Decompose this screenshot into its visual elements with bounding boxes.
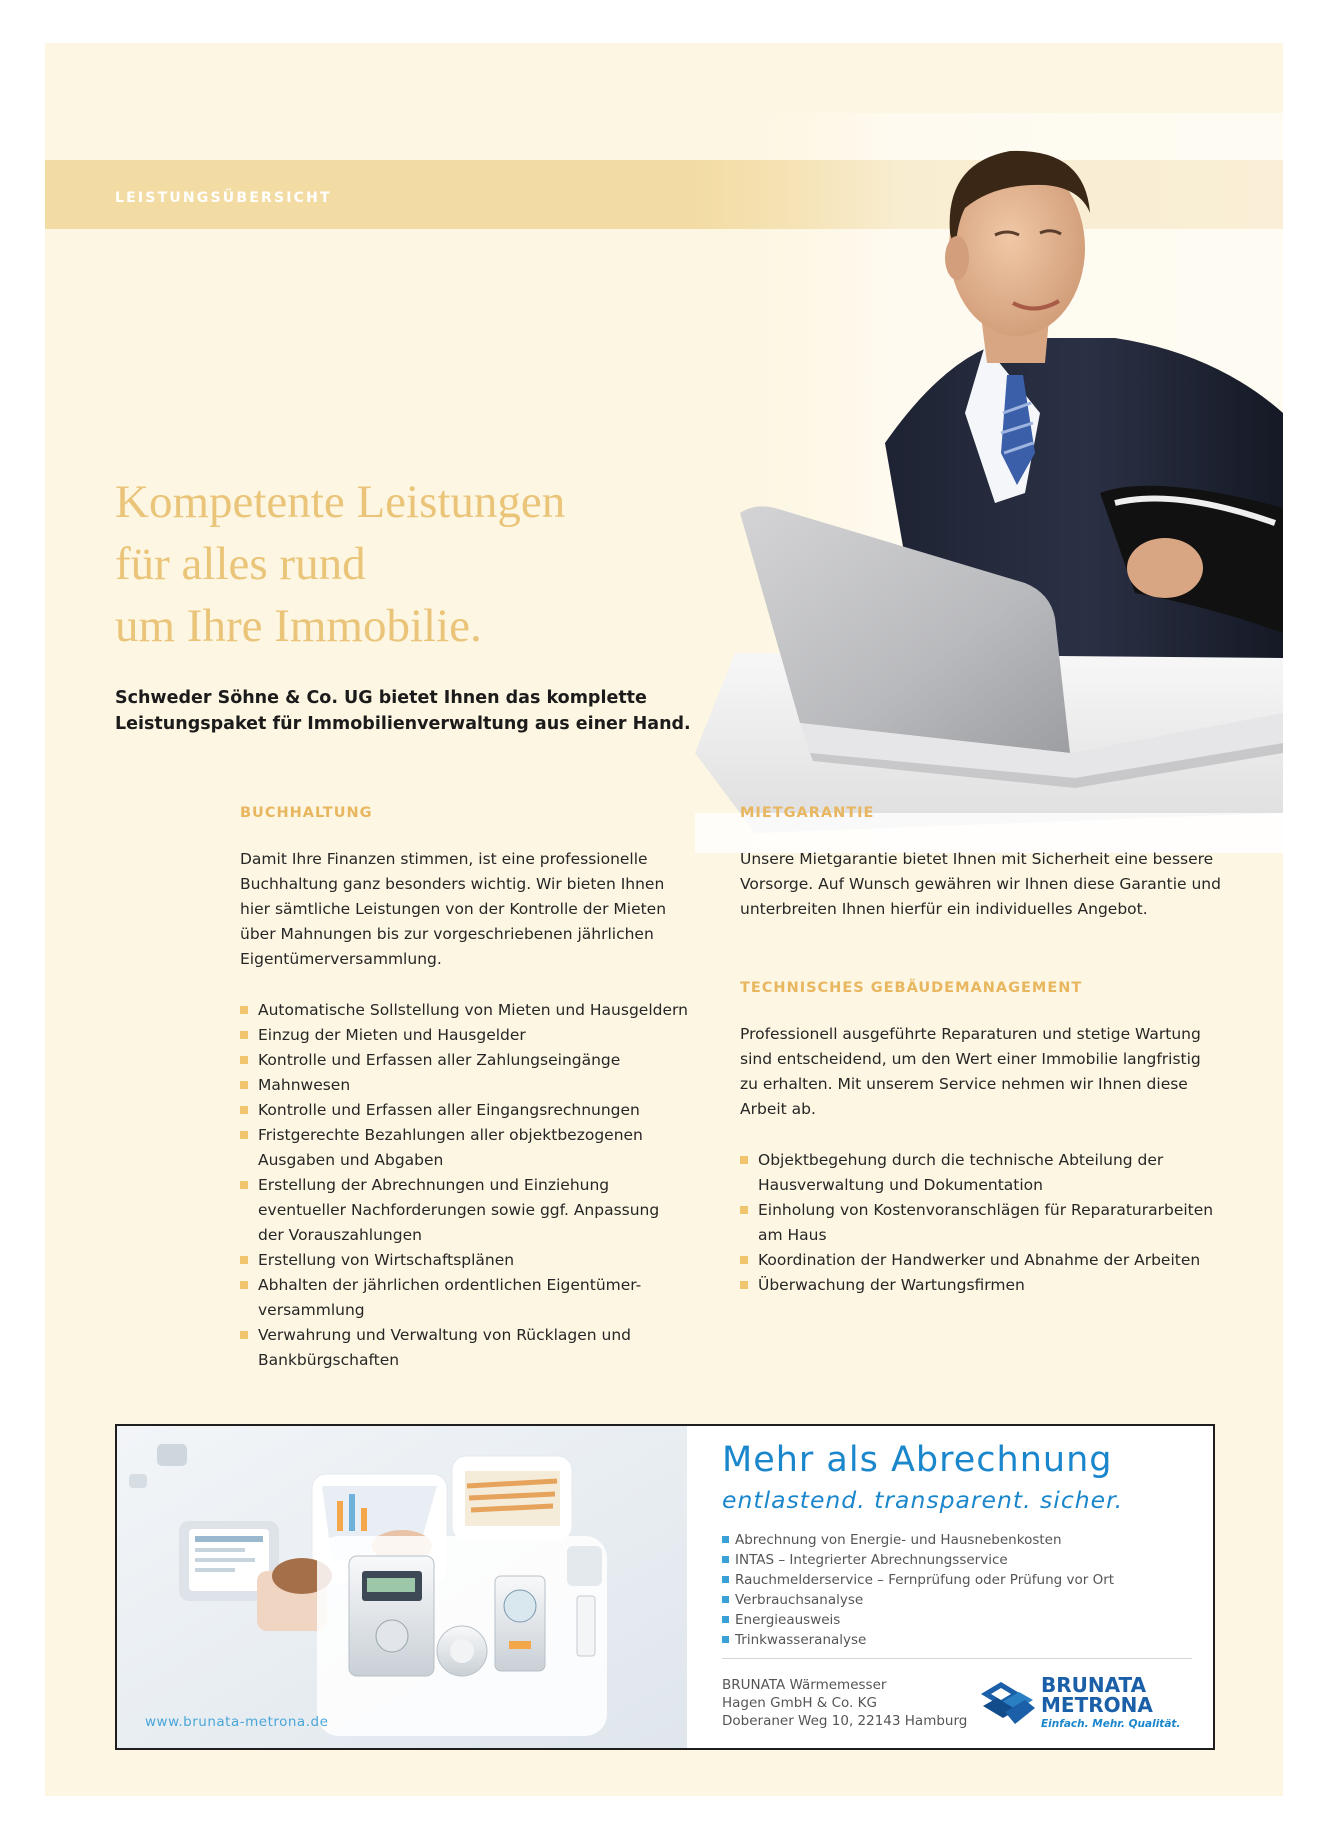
header-label: LEISTUNGSÜBERSICHT	[115, 190, 332, 206]
list-item	[240, 1073, 688, 1098]
ad-title: Mehr als Abrechnung	[722, 1440, 1113, 1480]
list-item-text: Koordination der Handwerker und Abnahme der Arbeiten	[758, 1251, 1201, 1269]
list-item-text: Mahnwesen	[258, 1076, 351, 1094]
ad-divider	[722, 1658, 1192, 1659]
technik-title: TECHNISCHES GEBÄUDEMANAGEMENT	[740, 980, 1083, 996]
intro-text	[115, 685, 691, 737]
list-item	[240, 1048, 688, 1073]
list-item: Abrechnung von Energie- und Hausnebenkosten	[722, 1530, 1114, 1550]
list-item-text: versammlung	[258, 1301, 365, 1319]
technik-text	[740, 1022, 1201, 1122]
technik-text-line: Arbeit ab.	[740, 1100, 816, 1118]
list-item-text: Kontrolle und Erfassen aller Zahlungseingänge	[258, 1051, 621, 1069]
list-item	[740, 1148, 1213, 1198]
list-item-text: Einzug der Mieten und Hausgelder	[258, 1026, 526, 1044]
list-item-text: am Haus	[758, 1226, 827, 1244]
ad-service-list	[722, 1530, 1114, 1650]
technik-list	[740, 1148, 1213, 1298]
list-item-text: Erstellung von Wirtschaftsplänen	[258, 1251, 515, 1269]
buchhaltung-text-line: hier sämtliche Leistungen von der Kontrolle der Mieten	[240, 900, 667, 918]
technik-text-line: sind entscheidend, um den Wert einer Immobilie langfristig	[740, 1050, 1201, 1068]
mietgarantie-text-line: Unsere Mietgarantie bietet Ihnen mit Sicherheit eine bessere	[740, 850, 1214, 868]
list-item: Rauchmelderservice – Fernprüfung oder Prüfung vor Ort	[722, 1570, 1114, 1590]
technik-text-line: Professionell ausgeführte Reparaturen und stetige Wartung	[740, 1025, 1201, 1043]
meter-devices-illustration	[117, 1426, 687, 1748]
intro-line-2: Leistungspaket für Immobilienverwaltung aus einer Hand.	[115, 714, 691, 734]
logo-mark-icon	[981, 1682, 1035, 1724]
headline-line-3: um Ihre Immobilie.	[115, 600, 482, 652]
logo-tagline: Einfach. Mehr. Qualität.	[1041, 1718, 1181, 1730]
brunata-advertisement	[115, 1424, 1215, 1750]
list-item	[240, 1323, 688, 1373]
list-item-text: eventueller Nachforderungen sowie ggf. Anpassung	[258, 1201, 660, 1219]
list-item	[240, 1123, 688, 1173]
address-line: Hagen GmbH & Co. KG	[722, 1695, 877, 1711]
list-item-text: Überwachung der Wartungsfirmen	[758, 1276, 1025, 1294]
list-item	[740, 1273, 1213, 1298]
list-item	[240, 1273, 688, 1323]
list-item-text: Verwahrung und Verwaltung von Rücklagen und	[258, 1326, 632, 1344]
list-item	[240, 998, 688, 1023]
list-item-text: Erstellung der Abrechnungen und Einziehung	[258, 1176, 610, 1194]
list-item-text: Hausverwaltung und Dokumentation	[758, 1176, 1043, 1194]
businessman-photo	[695, 113, 1283, 853]
list-item: Energieausweis	[722, 1610, 1114, 1630]
address-line: BRUNATA Wärmemesser	[722, 1677, 887, 1693]
list-item	[740, 1248, 1213, 1273]
list-item: Verbrauchsanalyse	[722, 1590, 1114, 1610]
list-item-text: Abhalten der jährlichen ordentlichen Eigentümer-	[258, 1276, 642, 1294]
buchhaltung-title: BUCHHALTUNG	[240, 805, 373, 821]
list-item	[240, 1023, 688, 1048]
headline	[115, 471, 565, 657]
buchhaltung-text-line: über Mahnungen bis zur vorgeschriebenen jährlichen	[240, 925, 654, 943]
list-item-text: Einholung von Kostenvoranschlägen für Reparaturarbeiten	[758, 1201, 1214, 1219]
list-item-text: Bankbürgschaften	[258, 1351, 400, 1369]
buchhaltung-list	[240, 998, 688, 1373]
list-item: INTAS – Integrierter Abrechnungsservice	[722, 1550, 1114, 1570]
technik-text-line: zu erhalten. Mit unserem Service nehmen wir Ihnen diese	[740, 1075, 1188, 1093]
brunata-metrona-logo	[977, 1666, 1197, 1736]
mietgarantie-text-line: Vorsorge. Auf Wunsch gewähren wir Ihnen diese Garantie und	[740, 875, 1221, 893]
headline-line-1: Kompetente Leistungen	[115, 476, 566, 528]
ad-subtitle: entlastend. transparent. sicher.	[722, 1486, 1124, 1514]
mietgarantie-text-line: unterbreiten Ihnen hierfür ein individuelles Angebot.	[740, 900, 1148, 918]
mietgarantie-title: MIETGARANTIE	[740, 805, 875, 821]
list-item	[240, 1173, 688, 1248]
buchhaltung-text-line: Damit Ihre Finanzen stimmen, ist eine professionelle	[240, 850, 648, 868]
buchhaltung-text-line: Eigentümerversammlung.	[240, 950, 442, 968]
buchhaltung-text	[240, 847, 666, 972]
list-item-text: Kontrolle und Erfassen aller Eingangsrechnungen	[258, 1101, 640, 1119]
brunata-website-link[interactable]: www.brunata-metrona.de	[145, 1714, 329, 1730]
brochure-page	[45, 43, 1283, 1796]
list-item-text: Ausgaben und Abgaben	[258, 1151, 444, 1169]
headline-line-2: für alles rund	[115, 538, 366, 590]
logo-line-2: METRONA	[1041, 1693, 1153, 1717]
mietgarantie-text	[740, 847, 1221, 922]
address-line: Doberaner Weg 10, 22143 Hamburg	[722, 1713, 968, 1729]
list-item: Trinkwasseranalyse	[722, 1630, 1114, 1650]
intro-line-1: Schweder Söhne & Co. UG bietet Ihnen das komplette	[115, 688, 647, 708]
company-address	[722, 1676, 967, 1730]
list-item-text: Objektbegehung durch die technische Abteilung der	[758, 1151, 1164, 1169]
list-item	[740, 1198, 1213, 1248]
logo-line-1: BRUNATA	[1041, 1673, 1147, 1697]
list-item	[240, 1248, 688, 1273]
buchhaltung-text-line: Buchhaltung ganz besonders wichtig. Wir bieten Ihnen	[240, 875, 665, 893]
list-item	[240, 1098, 688, 1123]
list-item-text: Automatische Sollstellung von Mieten und Hausgeldern	[258, 1001, 688, 1019]
list-item-text: Fristgerechte Bezahlungen aller objektbezogenen	[258, 1126, 643, 1144]
list-item-text: der Vorauszahlungen	[258, 1226, 422, 1244]
